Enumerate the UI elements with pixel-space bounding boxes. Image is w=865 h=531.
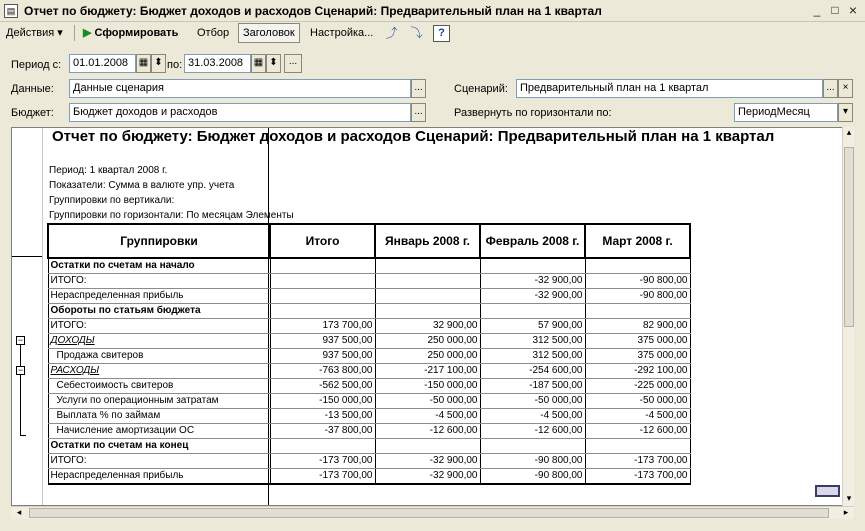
value-cell: -4 500,00 <box>585 409 690 424</box>
expand-label: Развернуть по горизонтали по: <box>454 107 612 119</box>
column-header: Группировки <box>48 224 270 258</box>
expand-select[interactable]: ПериодМесяц <box>734 103 838 122</box>
filter-button[interactable]: Отбор <box>197 27 230 39</box>
report-area <box>11 127 854 506</box>
value-cell: -173 700,00 <box>585 454 690 469</box>
value-cell: -12 600,00 <box>585 424 690 439</box>
table-row <box>48 274 690 289</box>
value-cell <box>480 304 585 319</box>
value-cell: -217 100,00 <box>375 364 480 379</box>
save-settings-icon[interactable]: ⤵ <box>410 26 423 40</box>
minimize-button[interactable]: _ <box>813 3 821 17</box>
value-cell <box>270 274 375 289</box>
value-cell: -173 700,00 <box>585 469 690 485</box>
value-cell: -13 500,00 <box>270 409 375 424</box>
value-cell <box>585 439 690 454</box>
table-row <box>48 409 690 424</box>
value-cell: -562 500,00 <box>270 379 375 394</box>
period-select-button[interactable]: ... <box>284 54 302 73</box>
calendar-icon[interactable]: ▦ <box>136 54 151 73</box>
table-row <box>48 334 690 349</box>
spin-icon[interactable]: ⬍ <box>266 54 281 73</box>
value-cell: -32 900,00 <box>480 289 585 304</box>
value-cell <box>270 258 375 274</box>
help-icon[interactable]: ? <box>433 25 450 42</box>
table-row <box>48 349 690 364</box>
table-header-row <box>48 224 690 258</box>
row-label: Начисление амортизации ОС <box>48 424 270 439</box>
restore-settings-icon[interactable]: ⤴ <box>385 26 398 40</box>
value-cell: -50 000,00 <box>375 394 480 409</box>
value-cell: 250 000,00 <box>375 349 480 364</box>
scenario-clear-button[interactable]: × <box>838 79 853 98</box>
value-cell: -292 100,00 <box>585 364 690 379</box>
table-row <box>48 469 690 485</box>
value-cell: -32 900,00 <box>375 454 480 469</box>
column-header: Январь 2008 г. <box>375 224 480 258</box>
period-to-label: по: <box>167 59 183 71</box>
value-cell: 375 000,00 <box>585 349 690 364</box>
horizontal-scrollbar[interactable] <box>11 506 854 519</box>
value-cell: 937 500,00 <box>270 334 375 349</box>
value-cell: -187 500,00 <box>480 379 585 394</box>
value-cell: 32 900,00 <box>375 319 480 334</box>
report-group-vertical: Группировки по вертикали: <box>49 195 175 206</box>
scroll-up-icon[interactable]: ▴ <box>846 127 852 137</box>
column-header: Февраль 2008 г. <box>480 224 585 258</box>
collapse-group-icon[interactable]: − <box>17 335 24 345</box>
value-cell: -150 000,00 <box>270 394 375 409</box>
value-cell <box>375 304 480 319</box>
value-cell <box>270 439 375 454</box>
scenario-select-button[interactable]: ... <box>823 79 838 98</box>
row-label: Остатки по счетам на начало <box>48 258 270 274</box>
collapse-group-icon[interactable]: − <box>17 365 24 375</box>
active-cell-marker <box>815 485 840 497</box>
row-label: Остатки по счетам на конец <box>48 439 270 454</box>
value-cell <box>270 289 375 304</box>
value-cell: 173 700,00 <box>270 319 375 334</box>
value-cell <box>375 274 480 289</box>
value-cell <box>480 258 585 274</box>
close-button[interactable]: × <box>848 2 858 18</box>
value-cell: -173 700,00 <box>270 454 375 469</box>
data-input[interactable]: Данные сценария <box>69 79 411 98</box>
value-cell <box>585 304 690 319</box>
actions-menu[interactable]: Действия ▾ <box>6 27 63 39</box>
group-line <box>20 375 21 435</box>
scroll-right-icon[interactable]: ▸ <box>843 507 849 517</box>
period-from-input[interactable]: 01.01.2008 <box>69 54 136 73</box>
budget-input[interactable]: Бюджет доходов и расходов <box>69 103 411 122</box>
data-select-button[interactable]: ... <box>411 79 426 98</box>
table-row <box>48 379 690 394</box>
value-cell: -763 800,00 <box>270 364 375 379</box>
budget-label: Бюджет: <box>11 107 54 119</box>
group-line <box>20 345 21 367</box>
row-label: Себестоимость свитеров <box>48 379 270 394</box>
report-table <box>47 223 691 485</box>
section-row <box>48 304 690 319</box>
row-label: ИТОГО: <box>48 274 270 289</box>
scenario-input[interactable]: Предварительный план на 1 квартал <box>516 79 823 98</box>
value-cell: -37 800,00 <box>270 424 375 439</box>
document-icon: ▤ <box>4 4 18 18</box>
value-cell: -90 800,00 <box>480 454 585 469</box>
row-label: Продажа свитеров <box>48 349 270 364</box>
value-cell: -12 600,00 <box>480 424 585 439</box>
value-cell: -254 600,00 <box>480 364 585 379</box>
value-cell <box>375 289 480 304</box>
vertical-scrollbar[interactable] <box>842 127 854 506</box>
value-cell: -173 700,00 <box>270 469 375 485</box>
value-cell <box>375 439 480 454</box>
group-margin-divider <box>42 128 43 506</box>
data-label: Данные: <box>11 83 54 95</box>
table-row <box>48 364 690 379</box>
scroll-thumb[interactable] <box>844 147 854 327</box>
value-cell: -50 000,00 <box>480 394 585 409</box>
row-label: Нераспределенная прибыль <box>48 469 270 485</box>
column-header: Итого <box>270 224 375 258</box>
value-cell: -150 000,00 <box>375 379 480 394</box>
value-cell: 57 900,00 <box>480 319 585 334</box>
value-cell: 937 500,00 <box>270 349 375 364</box>
report-title: Отчет по бюджету: Бюджет доходов и расходов Сценарий: Предварительный план на 1 квартал <box>52 128 775 145</box>
period-to-input[interactable]: 31.03.2008 <box>184 54 251 73</box>
generate-button[interactable] <box>79 23 182 43</box>
row-label: ИТОГО: <box>48 319 270 334</box>
maximize-button[interactable]: □ <box>831 3 839 17</box>
value-cell: -225 000,00 <box>585 379 690 394</box>
value-cell: -90 800,00 <box>480 469 585 485</box>
table-row <box>48 424 690 439</box>
scroll-thumb[interactable] <box>29 508 829 518</box>
title-bar <box>0 0 865 22</box>
value-cell: 82 900,00 <box>585 319 690 334</box>
value-cell <box>480 439 585 454</box>
frozen-row-line <box>12 256 42 257</box>
settings-button[interactable]: Настройка... <box>310 27 374 39</box>
value-cell: -32 900,00 <box>375 469 480 485</box>
value-cell <box>270 304 375 319</box>
generate-label: Сформировать <box>94 27 179 39</box>
row-label: ДОХОДЫ <box>48 334 270 349</box>
row-label: Нераспределенная прибыль <box>48 289 270 304</box>
value-cell: -4 500,00 <box>480 409 585 424</box>
chevron-down-icon[interactable]: ▾ <box>838 103 853 122</box>
report-group-horizontal: Группировки по горизонтали: По месяцам Элементы <box>49 210 294 221</box>
column-header: Март 2008 г. <box>585 224 690 258</box>
report-period: Период: 1 квартал 2008 г. <box>49 165 168 176</box>
value-cell: -90 800,00 <box>585 274 690 289</box>
window-title: Отчет по бюджету: Бюджет доходов и расходов Сценарий: Предварительный план на 1 квартал <box>24 4 602 18</box>
value-cell: 312 500,00 <box>480 349 585 364</box>
section-row <box>48 258 690 274</box>
value-cell: 250 000,00 <box>375 334 480 349</box>
row-label: Услуги по операционным затратам <box>48 394 270 409</box>
table-row <box>48 289 690 304</box>
table-row <box>48 454 690 469</box>
period-from-label: Период с: <box>11 59 62 71</box>
table-row <box>48 394 690 409</box>
row-label: Выплата % по займам <box>48 409 270 424</box>
value-cell: -50 000,00 <box>585 394 690 409</box>
header-button[interactable]: Заголовок <box>238 23 300 43</box>
value-cell: 375 000,00 <box>585 334 690 349</box>
value-cell <box>585 258 690 274</box>
spin-icon[interactable]: ⬍ <box>151 54 166 73</box>
scroll-down-icon[interactable]: ▾ <box>846 493 852 503</box>
toolbar-separator <box>74 25 75 41</box>
value-cell: -4 500,00 <box>375 409 480 424</box>
value-cell: -90 800,00 <box>585 289 690 304</box>
row-label: РАСХОДЫ <box>48 364 270 379</box>
budget-select-button[interactable]: ... <box>411 103 426 122</box>
table-row <box>48 319 690 334</box>
scenario-label: Сценарий: <box>454 83 508 95</box>
row-label: Обороты по статьям бюджета <box>48 304 270 319</box>
scroll-left-icon[interactable]: ◂ <box>16 507 22 517</box>
value-cell: -32 900,00 <box>480 274 585 289</box>
report-indicators: Показатели: Сумма в валюте упр. учета <box>49 180 235 191</box>
value-cell <box>375 258 480 274</box>
toolbar <box>0 22 865 46</box>
row-label: ИТОГО: <box>48 454 270 469</box>
value-cell: -12 600,00 <box>375 424 480 439</box>
value-cell: 312 500,00 <box>480 334 585 349</box>
play-icon: ▶ <box>83 27 92 39</box>
calendar-icon[interactable]: ▦ <box>251 54 266 73</box>
group-line <box>20 435 26 436</box>
section-row <box>48 439 690 454</box>
